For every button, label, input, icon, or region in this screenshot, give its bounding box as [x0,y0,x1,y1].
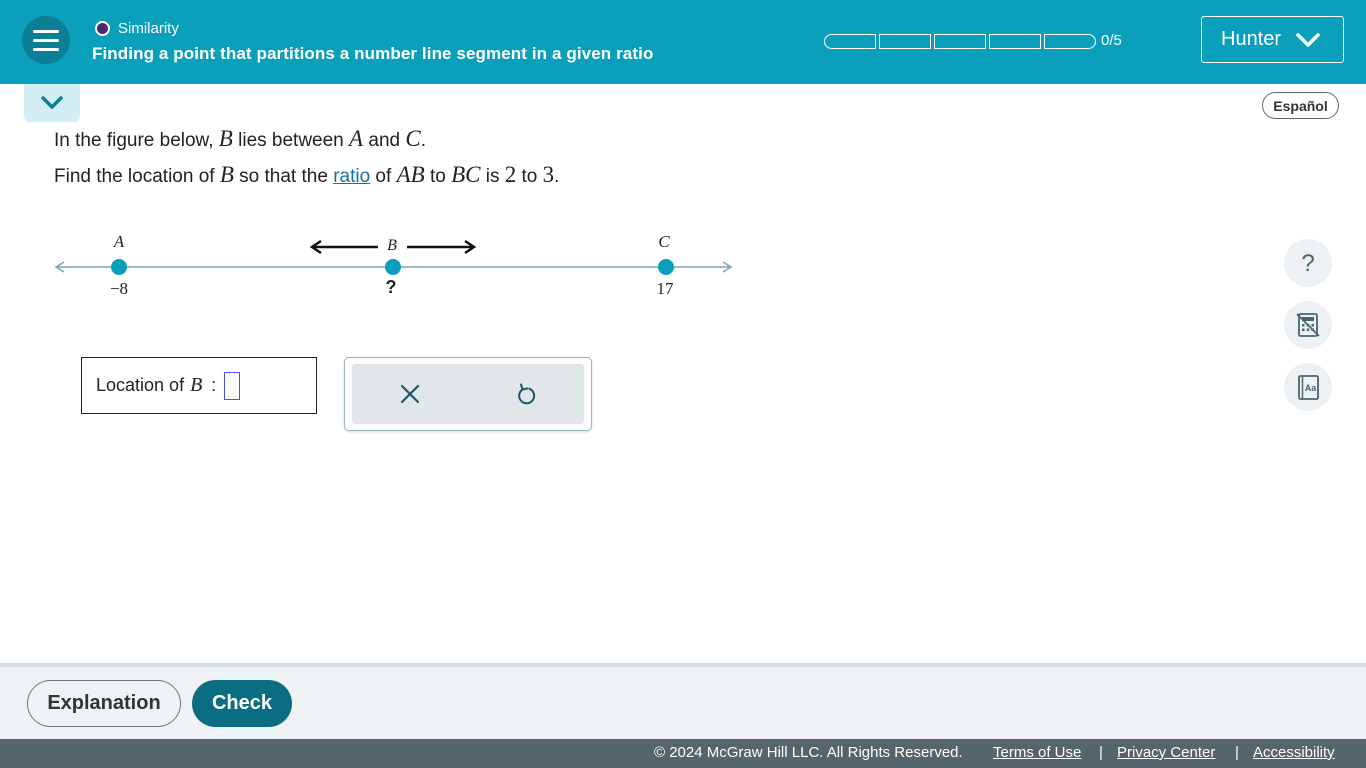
help-icon [1294,249,1322,277]
math-var: C [405,126,421,151]
glossary-button[interactable] [1284,363,1332,411]
terms-of-use-link[interactable]: Terms of Use [993,744,1082,761]
point-dot [658,259,674,275]
top-bar [0,0,1366,84]
math-number: 3 [542,162,555,187]
question-text: lies between [232,130,350,151]
point-c [657,232,675,298]
user-name: Hunter [1221,28,1282,50]
link-separator: | [1235,744,1239,761]
answer-colon: : [211,375,217,395]
question-text: is [480,166,505,187]
close-icon [398,382,422,406]
progress-segment [1044,34,1096,49]
question-line-1 [54,126,426,152]
topic-label: Similarity [118,20,179,37]
progress-segment [989,34,1041,49]
question-line-2 [54,162,559,188]
location-of-b-input[interactable] [224,372,240,400]
question-text: of [370,166,397,187]
progress-segment [824,34,876,49]
explanation-button[interactable]: Explanation [27,680,181,727]
privacy-center-link[interactable]: Privacy Center [1117,744,1216,761]
calculator-button[interactable] [1284,301,1332,349]
language-button[interactable]: Español [1262,92,1339,119]
point-value: 17 [656,279,674,298]
svg-text:?: ? [1301,250,1315,277]
svg-text:Aa: Aa [1304,383,1317,393]
point-dot[interactable] [385,259,401,275]
menu-icon-bar [33,39,59,42]
answer-tools [352,364,584,424]
chevron-down-icon [1295,32,1321,48]
link-separator: | [1099,744,1103,761]
undo-icon [514,382,538,406]
point-b[interactable] [385,237,401,297]
question-text: to [424,166,452,187]
math-number: 2 [504,162,517,187]
check-button[interactable]: Check [192,680,292,727]
point-value: ? [385,277,397,297]
progress-segment [934,34,986,49]
menu-icon-bar [33,48,59,51]
question-text: In the figure below, [54,130,219,151]
math-var: BC [451,162,481,187]
lesson-title: Finding a point that partitions a number line segment in a given ratio [92,44,654,63]
math-var: A [349,126,364,151]
point-label: C [658,232,670,251]
question-text: to [516,166,543,187]
menu-button[interactable] [22,16,70,64]
ratio-glossary-link[interactable]: ratio [333,166,371,187]
collapse-header-button[interactable] [24,84,80,122]
question-text: and [363,130,406,151]
menu-icon [33,30,59,33]
progress-segment [879,34,931,49]
legal-bar [0,739,1366,768]
math-var: B [218,126,233,151]
question-text: Find the location of [54,166,220,187]
answer-tools-panel [344,357,592,431]
question-text: . [420,130,426,151]
progress-count: 0/5 [1101,32,1122,49]
progress-bar [824,34,1096,49]
chevron-down-icon [40,95,64,111]
number-line-figure [48,225,748,305]
point-label: B [387,237,397,254]
point-label: A [113,232,125,251]
math-var: AB [396,162,425,187]
copyright-text: © 2024 McGraw Hill LLC. All Rights Reserved. [654,744,963,761]
math-var: B [190,374,203,396]
point-value: −8 [109,279,129,298]
question-text: . [554,166,560,187]
point-dot [111,259,127,275]
topic-row [95,20,179,37]
topic-dot-icon [95,21,110,36]
glossary-icon [1294,373,1322,401]
calculator-icon [1294,311,1322,339]
math-var: B [219,162,234,187]
question-text: so that the [233,166,334,187]
answer-label: Location of [96,375,185,395]
accessibility-link[interactable]: Accessibility [1253,744,1335,761]
undo-button[interactable] [468,364,584,424]
user-menu-button[interactable] [1201,16,1344,63]
clear-button[interactable] [352,364,468,424]
help-button[interactable] [1284,239,1332,287]
answer-box [81,357,317,414]
point-a [110,232,128,298]
